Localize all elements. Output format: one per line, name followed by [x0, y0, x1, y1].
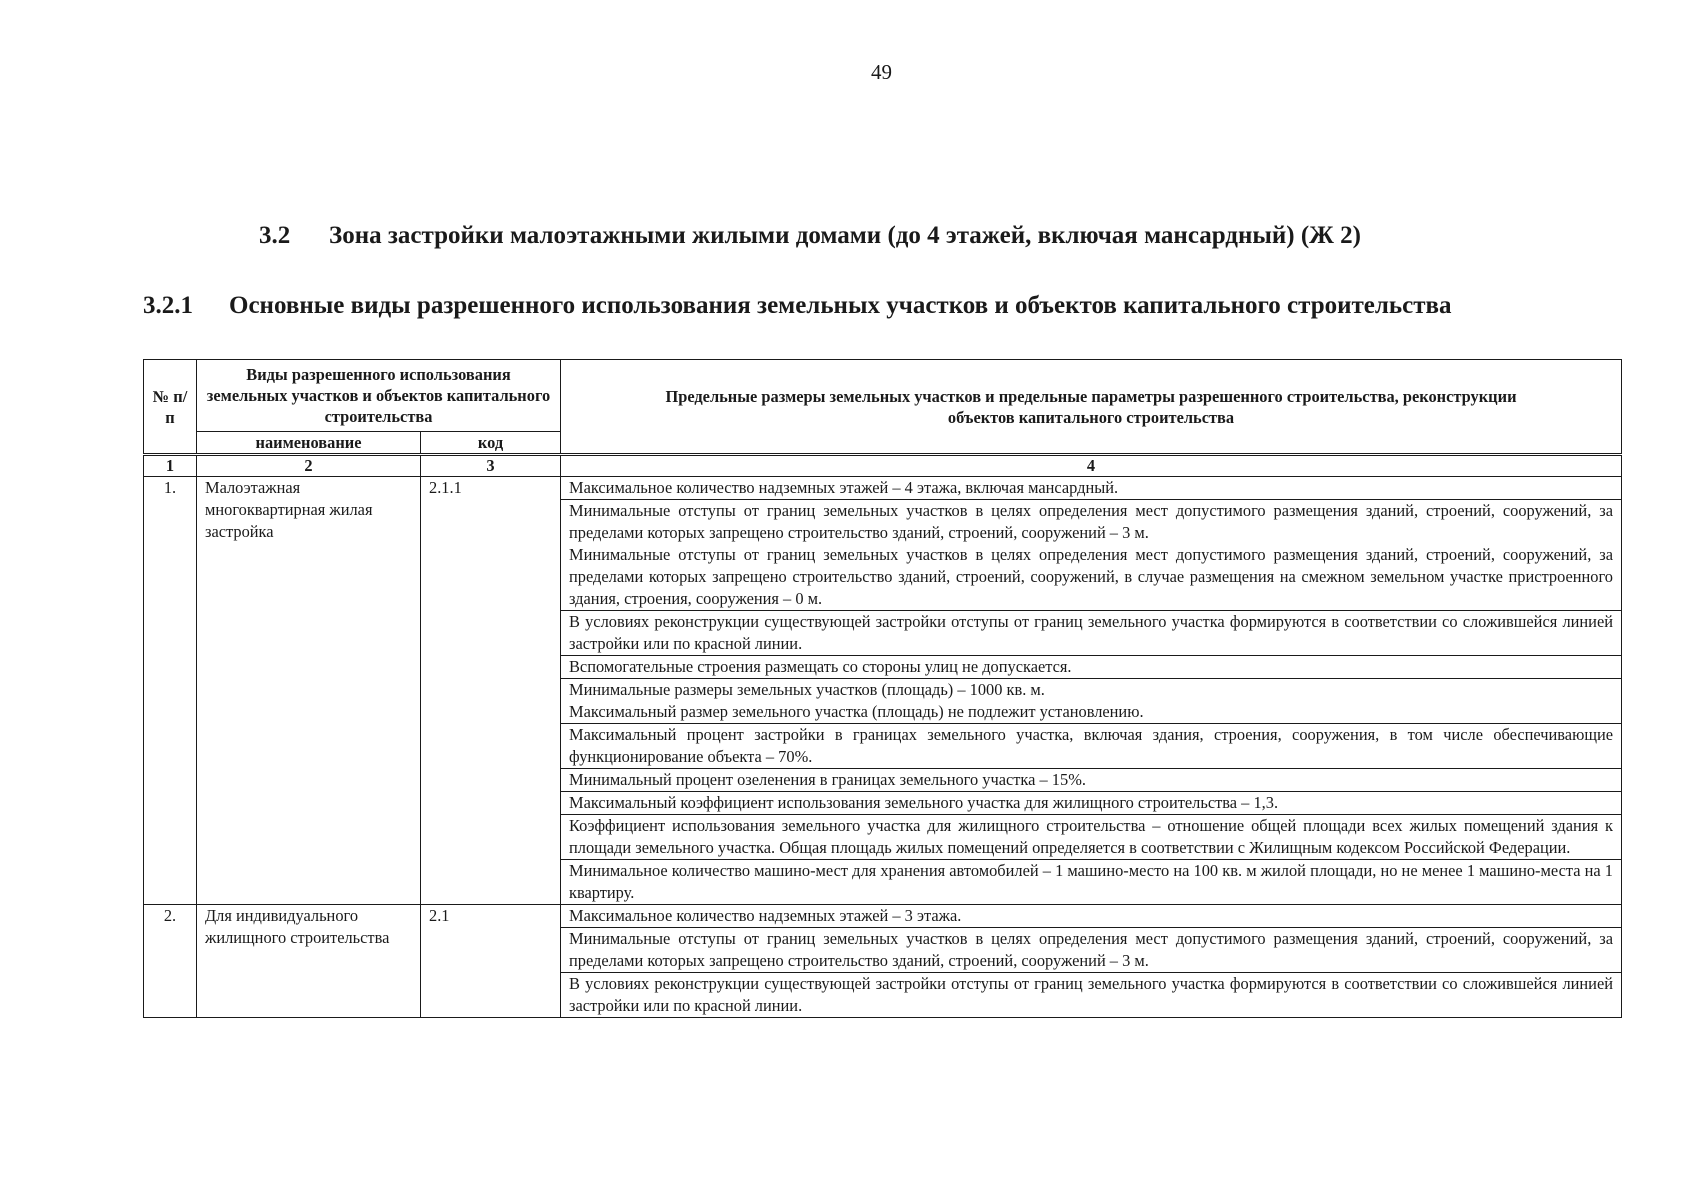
row-code: 2.1.1	[421, 477, 561, 905]
land-use-table	[143, 359, 1622, 1018]
parameter-text: Коэффициент использования земельного участка для жилищного строительства – отношение общей площади всех жилых помещений здания к площади земельного участка. Общая площадь жилых помещений определяется в соответствии с Жилищным кодексом Российской Федерации.	[569, 816, 1613, 857]
parameter-text: Минимальные отступы от границ земельных участков в целях определения мест допустимого размещения зданий, строений, сооружений, за пределами которых запрещено строительство зданий, строений, сооружений – 3 м.	[569, 501, 1613, 542]
parameter-cell	[561, 724, 1622, 769]
parameter-text: Минимальные отступы от границ земельных участков в целях определения мест допустимого размещения зданий, строений, сооружений, за пределами которых запрещено строительство зданий, строений, сооружений, в случае размещения на смежном земельном участке пристроенного здания, строения, сооружения – 0 м.	[569, 545, 1613, 608]
parameter-cell	[561, 860, 1622, 905]
table-row	[144, 477, 1622, 500]
header-col-name: наименование	[197, 432, 421, 455]
section-number: 3.2	[259, 222, 291, 249]
parameter-cell	[561, 656, 1622, 679]
column-numbers-row	[144, 455, 1622, 477]
header-col-types: Виды разрешенного использования земельных участков и объектов капитального строительства	[197, 360, 561, 432]
section-heading-main	[259, 222, 1361, 250]
parameter-text: Минимальное количество машино-мест для хранения автомобилей – 1 машино-место на 100 кв. м жилой площади, но не менее 1 машино-места на 1 квартиру.	[569, 861, 1613, 902]
parameter-cell	[561, 679, 1622, 724]
row-code: 2.1	[421, 905, 561, 1018]
row-number: 2.	[144, 905, 197, 1018]
row-number: 1.	[144, 477, 197, 905]
parameter-cell	[561, 769, 1622, 792]
parameter-text: Максимальное количество надземных этажей – 3 этажа.	[569, 906, 962, 925]
parameter-text: Минимальные размеры земельных участков (площадь) – 1000 кв. м.	[569, 680, 1045, 699]
column-number: 4	[561, 455, 1622, 477]
parameter-text: Вспомогательные строения размещать со стороны улиц не допускается.	[569, 657, 1072, 676]
parameter-text: Максимальное количество надземных этажей – 4 этажа, включая мансардный.	[569, 478, 1119, 497]
parameter-cell	[561, 815, 1622, 860]
column-number: 2	[197, 455, 421, 477]
parameter-cell	[561, 792, 1622, 815]
subsection-title: Основные виды разрешенного использования земельных участков и объектов капитального строительства	[229, 292, 1452, 319]
parameter-text: Максимальный размер земельного участка (площадь) не подлежит установлению.	[569, 702, 1144, 721]
parameter-cell	[561, 477, 1622, 500]
parameter-text: Минимальные отступы от границ земельных участков в целях определения мест допустимого размещения зданий, строений, сооружений, за пределами которых запрещено строительство зданий, строений, сооружений – 3 м.	[569, 929, 1613, 970]
parameter-text: В условиях реконструкции существующей застройки отступы от границ земельного участка формируются в соответствии со сложившейся линией застройки или по красной линии.	[569, 974, 1613, 1015]
section-heading-sub	[143, 292, 1452, 320]
parameter-cell	[561, 611, 1622, 656]
column-number: 1	[144, 455, 197, 477]
parameter-text: Минимальный процент озеленения в границах земельного участка – 15%.	[569, 770, 1086, 789]
header-col-params: Предельные размеры земельных участков и предельные параметры разрешенного строительства, реконструкции объектов капитального строительства	[561, 360, 1622, 455]
table-row	[144, 905, 1622, 928]
parameter-cell	[561, 928, 1622, 973]
header-col-no: № п/п	[144, 360, 197, 455]
parameter-text: Максимальный процент застройки в границах земельного участка, включая здания, строения, сооружения, в том числе обеспечивающие функционирование объекта – 70%.	[569, 725, 1613, 766]
parameter-text: В условиях реконструкции существующей застройки отступы от границ земельного участка формируются в соответствии со сложившейся линией застройки или по красной линии.	[569, 612, 1613, 653]
parameter-text: Максимальный коэффициент использования земельного участка для жилищного строительства – 1,3.	[569, 793, 1279, 812]
subsection-number: 3.2.1	[143, 292, 193, 319]
parameter-cell	[561, 973, 1622, 1018]
parameter-cell	[561, 500, 1622, 611]
row-name: Малоэтажная многоквартирная жилая застройка	[197, 477, 421, 905]
section-title: Зона застройки малоэтажными жилыми домами (до 4 этажей, включая мансардный) (Ж 2)	[329, 222, 1361, 249]
header-col-code: код	[421, 432, 561, 455]
column-number: 3	[421, 455, 561, 477]
page-number: 49	[871, 60, 892, 84]
row-name: Для индивидуального жилищного строительства	[197, 905, 421, 1018]
parameter-cell	[561, 905, 1622, 928]
